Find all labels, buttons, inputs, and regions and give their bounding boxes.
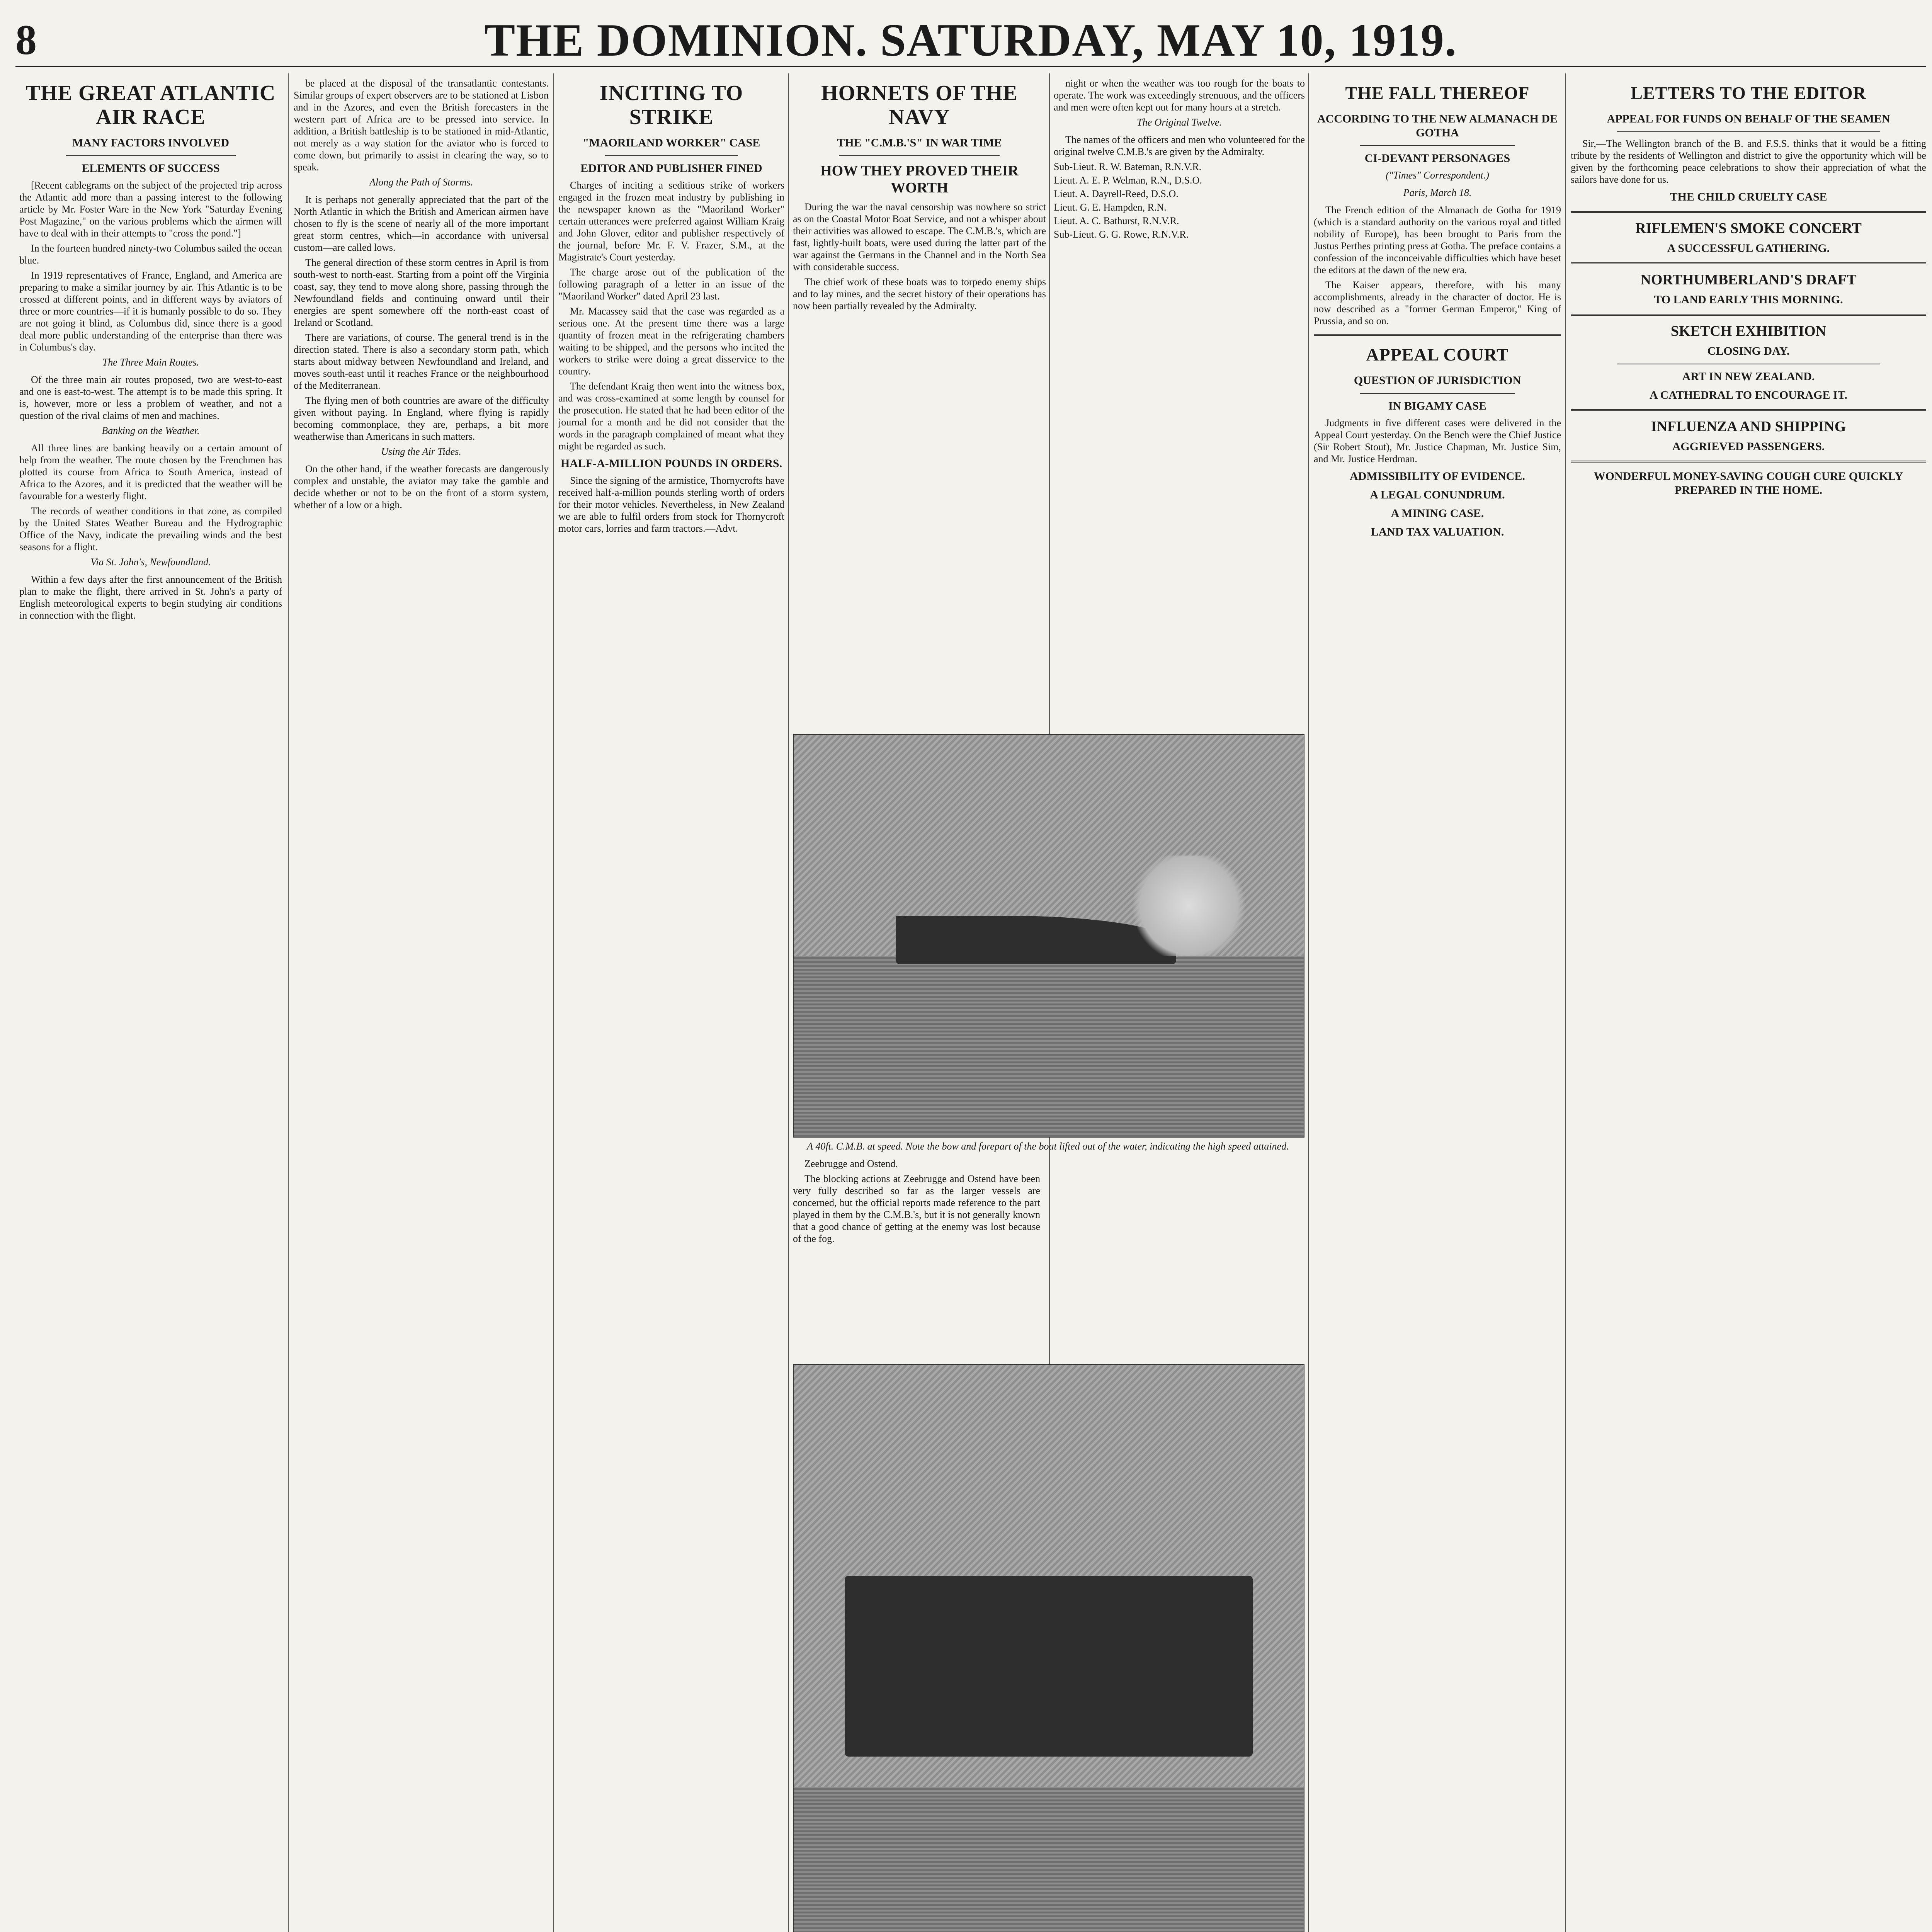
article-deck: AGGRIEVED PASSENGERS. [1672, 440, 1825, 453]
paragraph: The charge arose out of the publication of the following paragraph of a letter in an issue of the "Maoriland Worker" dated April 23 last. [558, 267, 784, 302]
paragraph: Mr. Macassey said that the case was regarded as a serious one. At the present time there was a large quantity of frozen meat in the refrigerating chambers waiting to be shipped, and the persons who incited the workers to strike were doing a great disservice to the country. [558, 306, 784, 377]
paragraph: The chief work of these boats was to torpedo enemy ships and to lay mines, and the secret history of their operations has now been partially revealed by the Admiralty. [793, 276, 1046, 311]
article-deck: A SUCCESSFUL GATHERING. [1667, 242, 1830, 255]
subheading: Via St. John's, Newfoundland. [90, 556, 211, 568]
paragraph: Charges of inciting a seditious strike of workers engaged in the frozen meat industry by publishing in the newspaper known as the "Maoriland Worker" certain utterances were preferred against William Kraig and John Glover, editor and publisher respectively of the journal, before Mr. F. V. Frazer, S.M., at the Magistrate's Court yesterday. [558, 180, 784, 263]
article-deck: ACCORDING TO THE NEW ALMANACH DE GOTHA [1317, 112, 1558, 139]
list-item: Sub-Lieut. G. G. Rowe, R.N.V.R. [1054, 229, 1189, 240]
subheading: THE CHILD CRUELTY CASE [1670, 190, 1827, 203]
article-headline: INFLUENZA AND SHIPPING [1651, 418, 1846, 435]
paragraph: Zeebrugge and Ostend. [804, 1158, 898, 1169]
dateline: Paris, March 18. [1403, 187, 1472, 198]
column-7 [1571, 77, 1926, 1932]
column-2 [294, 77, 549, 1932]
article-deck: "MAORILAND WORKER" CASE [582, 136, 760, 149]
article-headline: SKETCH EXHIBITION [1670, 323, 1827, 339]
subheading: Banking on the Weather. [102, 425, 200, 436]
article-headline: INCITING TO STRIKE [599, 81, 743, 129]
article-headline: NORTHUMBERLAND'S DRAFT [1640, 272, 1857, 288]
paragraph: The general direction of these storm centres in April is from south-west to north-east. Starting from a point off the Virginia coast, say, they tend to move along shore, passing through the Newfoundland fields and continuing onward until their energies are spent somewhere off the north-east coast of Ireland or Scotland. [294, 257, 549, 328]
figure-boat-stern [793, 1364, 1303, 1932]
article-headline: RIFLEMEN'S SMOKE CONCERT [1635, 220, 1862, 236]
paragraph: The French edition of the Almanach de Gotha for 1919 (which is a standard authority on the various royal and titled nobility of Europe), has been brought to Paris from the Justus Perthes printing press at Gotha. The preface contains a confession of the inconceivable difficulties which have beset the editors at the dawn of the new era. [1314, 204, 1561, 276]
article-headline: THE FALL THEREOF [1345, 83, 1530, 103]
paragraph: During the war the naval censorship was nowhere so strict as on the Coastal Motor Boat Service, and not a whisper about their activities was allowed to escape. The C.M.B.'s, which are fast, lightly-built boats, were used during the latter part of the war against the Germans in the Channel and in the North Sea with considerable success. [793, 201, 1046, 272]
paragraph: Sir,—The Wellington branch of the B. and F.S.S. thinks that it would be a fitting tribute by the residents of Wellington and district to give the opportunity which will be given by the forthcoming peace celebrations to show their appreciation of what the sailors have done for us. [1571, 138, 1926, 185]
article-deck: CLOSING DAY. [1707, 345, 1790, 357]
article-deck: HOW THEY PROVED THEIR WORTH [820, 163, 1019, 196]
paragraph: The names of the officers and men who volunteered for the original twelve C.M.B.'s are given by the Admiralty. [1054, 134, 1305, 157]
column-4 [793, 77, 1046, 730]
subheading: A CATHEDRAL TO ENCOURAGE IT. [1649, 389, 1848, 401]
subheading: ADMISSIBILITY OF EVIDENCE. [1350, 470, 1525, 483]
subheading: Along the Path of Storms. [369, 177, 473, 188]
column-3 [558, 77, 784, 1932]
paragraph: On the other hand, if the weather forecasts are dangerously complex and unstable, the aviator may take the gamble and decide whether or not to be on the front of a storm system, whether of a low or a high. [294, 463, 549, 510]
article-headline: HORNETS OF THE NAVY [821, 81, 1018, 129]
paragraph: It is perhaps not generally appreciated that the part of the North Atlantic in which the British and American airmen have chosen to fly is the scene of nearly all of the more important great storm centres, which—in accordance with universal custom—are called lows. [294, 194, 549, 253]
article-deck: ELEMENTS OF SUCCESS [82, 162, 220, 175]
paragraph: The defendant Kraig then went into the witness box, and was cross-examined at some length by counsel for the prosecution. He stated that he had been editor of the journal for a month and he did not consider that the words in the paragraph complained of meant what they might be regarded as such. [558, 381, 784, 452]
figure-boat-at-speed [793, 734, 1303, 1306]
article-headline: APPEAL COURT [1366, 345, 1509, 364]
subheading: A MINING CASE. [1391, 507, 1484, 520]
paragraph: In the fourteen hundred ninety-two Columbus sailed the ocean blue. [19, 243, 282, 266]
paragraph: There are variations, of course. The general trend is in the direction stated. There is also a secondary storm path, which starts about midway between Newfoundland and Ireland, and moves south-east until it reaches France or the neighbourhood of the Mediterranean. [294, 332, 549, 391]
article-deck: APPEAL FOR FUNDS ON BEHALF OF THE SEAMEN [1607, 112, 1890, 125]
article-headline: THE GREAT ATLANTIC AIR RACE [26, 81, 276, 129]
column-rule [553, 73, 554, 1932]
column-5 [1054, 77, 1305, 730]
article-deck: EDITOR AND PUBLISHER FINED [580, 162, 762, 175]
list-item: Lieut. A. Dayrell-Reed, D.S.O. [1054, 188, 1179, 199]
column-rule [1565, 73, 1566, 1932]
newspaper-title: THE DOMINION. SATURDAY, MAY 10, 1919. [484, 14, 1457, 66]
column-rule [1308, 73, 1309, 1932]
article-deck: TO LAND EARLY THIS MORNING. [1654, 293, 1843, 306]
list-item: Sub-Lieut. R. W. Bateman, R.N.V.R. [1054, 161, 1202, 172]
byline: ("Times" Correspondent.) [1386, 170, 1489, 181]
paragraph: [Recent cablegrams on the subject of the projected trip across the Atlantic add more than a passing interest to the following article by Mr. Foster Ware in the New York "Saturday Evening Post Magazine," on the various problems which the airmen will have to deal with in their attempts to "cross the pond."] [19, 180, 282, 239]
subheading: Using the Air Tides. [381, 446, 461, 457]
column-rule [788, 73, 789, 1932]
paragraph: The Kaiser appears, therefore, with his many accomplishments, already in the character of doctor. He is now described as a "former German Emperor," King of Prussia, and so on. [1314, 279, 1561, 327]
article-deck: CI-DEVANT PERSONAGES [1364, 152, 1510, 165]
advertisement-headline: WONDERFUL MONEY-SAVING COUGH CURE QUICKLY PREPARED IN THE HOME. [1594, 470, 1903, 497]
article-headline: LETTERS TO THE EDITOR [1631, 83, 1866, 103]
list-item: Lieut. G. E. Hampden, R.N. [1054, 202, 1167, 213]
photo-motor-boat [793, 734, 1304, 1138]
page-number: 8 [15, 16, 37, 63]
subheading: LAND TAX VALUATION. [1371, 526, 1504, 538]
paragraph: night or when the weather was too rough for the boats to operate. The work was exceedingly strenuous, and the officers and men were often kept out for many hours at a stretch. [1054, 78, 1305, 113]
paragraph: In 1919 representatives of France, England, and America are preparing to make a similar journey by air. This Atlantic is to be crossed at different points, and in different ways by aviators of three or more countries—if it is humanly possible to do so. They are not going it blind, as Columbus did, since there is a good deal more public understanding of the enterprise than there was in Columbus's day. [19, 270, 282, 353]
paragraph: The records of weather conditions in that zone, as compiled by the United States Weather Bureau and the Hydrographic Office of the Navy, indicate the prevailing winds and the best seasons for a flight. [19, 505, 282, 553]
article-deck: MANY FACTORS INVOLVED [72, 136, 230, 149]
paragraph: Of the three main air routes proposed, two are west-to-east and one is east-to-west. The attempt is to be made this spring. It is, however, more or less a problem of weather, and not a question of the rival claims of men and machines. [19, 374, 282, 421]
figure-caption: A 40ft. C.M.B. at speed. Note the bow and forepart of the boat lifted out of the water, indicating the high speed attained. [807, 1141, 1289, 1152]
paragraph: Judgments in five different cases were delivered in the Appeal Court yesterday. On the Bench were the Chief Justice (Sir Robert Stout), Mr. Justice Chapman, Mr. Justice Sim, and Mr. Justice Herdman. [1314, 417, 1561, 464]
subheading: ART IN NEW ZEALAND. [1682, 370, 1815, 383]
subheading: The Original Twelve. [1137, 117, 1222, 128]
photo-torpedo-carriers [793, 1364, 1304, 1932]
paragraph: The blocking actions at Zeebrugge and Ostend have been very fully described so far as the larger vessels are concerned, but the official reports made reference to the part played in them by the C.M.B.'s, but it is not generally known that a good chance of getting at the enemy was lost because of the fog. [793, 1173, 1040, 1244]
column-4-mid [793, 1158, 1040, 1304]
article-deck: THE "C.M.B.'S" IN WAR TIME [837, 136, 1002, 149]
paragraph: Within a few days after the first announcement of the British plan to make the flight, there arrived in St. John's a party of English meteorological experts to begin studying air conditions in connection with the flight. [19, 574, 282, 621]
column-1 [19, 77, 282, 1932]
article-deck: QUESTION OF JURISDICTION [1354, 374, 1521, 387]
column-rule [288, 73, 289, 1932]
article-deck: IN BIGAMY CASE [1388, 400, 1486, 412]
column-6 [1314, 77, 1561, 1932]
list-item: Lieut. A. C. Bathurst, R.N.V.R. [1054, 215, 1179, 226]
paragraph: All three lines are banking heavily on a certain amount of help from the weather. The route chosen by the Frenchmen has plotted its course from Africa to South America, instead of Africa to the Azores, and it is predicted that the weather will be favourable for a westerly flight. [19, 442, 282, 502]
masthead [15, 12, 1926, 67]
paragraph: The flying men of both countries are aware of the difficulty given without paying. In England, where flying is rapidly becoming commonplace, they are, perhaps, a bit more weatherwise than Americans in such matters. [294, 395, 549, 442]
paragraph: be placed at the disposal of the transatlantic contestants. Similar groups of expert observers are to be stationed at Lisbon and in the Azores, and even the British forecasters in the western part of Africa are to be pressed into service. In addition, a British battleship is to be stationed in mid-Atlantic, not merely as a way station for the aviator who is forced to come down, but primarily to assist in clearing the way, so to speak. [294, 78, 549, 173]
subheading: HALF-A-MILLION POUNDS IN ORDERS. [560, 457, 782, 470]
subheading: A LEGAL CONUNDRUM. [1370, 488, 1505, 501]
paragraph: Since the signing of the armistice, Thornycrofts have received half-a-million pounds sterling worth of orders for their motor vehicles. Nevertheless, in New Zealand we are able to fulfil orders from stock for Thornycroft motor cars, lorries and farm tractors.—Advt. [558, 475, 784, 534]
list-item: Lieut. A. E. P. Welman, R.N., D.S.O. [1054, 175, 1202, 186]
subheading: The Three Main Routes. [102, 357, 199, 368]
